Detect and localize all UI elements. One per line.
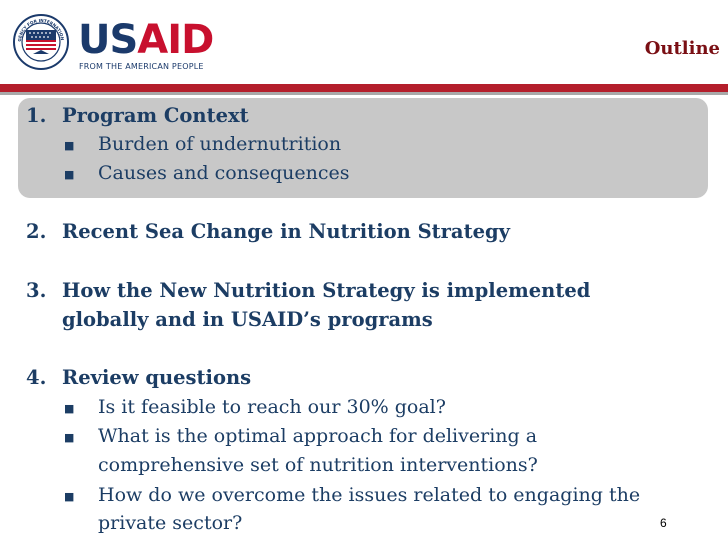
item-4-number: 4.	[26, 366, 47, 389]
item-2-number: 2.	[26, 220, 47, 243]
item-1-title: Program Context	[62, 104, 249, 127]
item-4-sub-2-line2: comprehensive set of nutrition interventions?	[98, 454, 538, 476]
item-3-title-line1: How the New Nutrition Strategy is implemented	[62, 279, 591, 302]
item-4-sub-1: Is it feasible to reach our 30% goal?	[98, 396, 446, 418]
logo-us: US	[78, 17, 138, 63]
item-1-sub-1: Burden of undernutrition	[98, 133, 342, 155]
item-3-number: 3.	[26, 279, 47, 302]
item-4-title: Review questions	[62, 366, 252, 389]
bullet-icon: ■	[64, 490, 75, 503]
item-1-sub-2: Causes and consequences	[98, 162, 350, 184]
item-4-sub-3-line1: How do we overcome the issues related to engaging the	[98, 484, 641, 506]
bullet-icon: ■	[64, 168, 75, 181]
bullet-icon: ■	[64, 431, 75, 444]
page-number: 6	[660, 516, 667, 530]
seal-text: GENCY FOR INTERNATION	[16, 17, 65, 42]
item-4-sub-3-line2: private sector?	[98, 512, 243, 534]
bullet-icon: ■	[64, 139, 75, 152]
item-3-title-line2: globally and in USAID’s programs	[62, 308, 433, 331]
slide-title: Outline	[644, 38, 720, 59]
logo-tagline: FROM THE AMERICAN PEOPLE	[79, 62, 204, 71]
item-4-sub-2-line1: What is the optimal approach for delivering a	[98, 425, 538, 447]
logo-aid: AID	[137, 17, 214, 63]
item-2-title: Recent Sea Change in Nutrition Strategy	[62, 220, 510, 243]
item-1-number: 1.	[26, 104, 47, 127]
bullet-icon: ■	[64, 402, 75, 415]
